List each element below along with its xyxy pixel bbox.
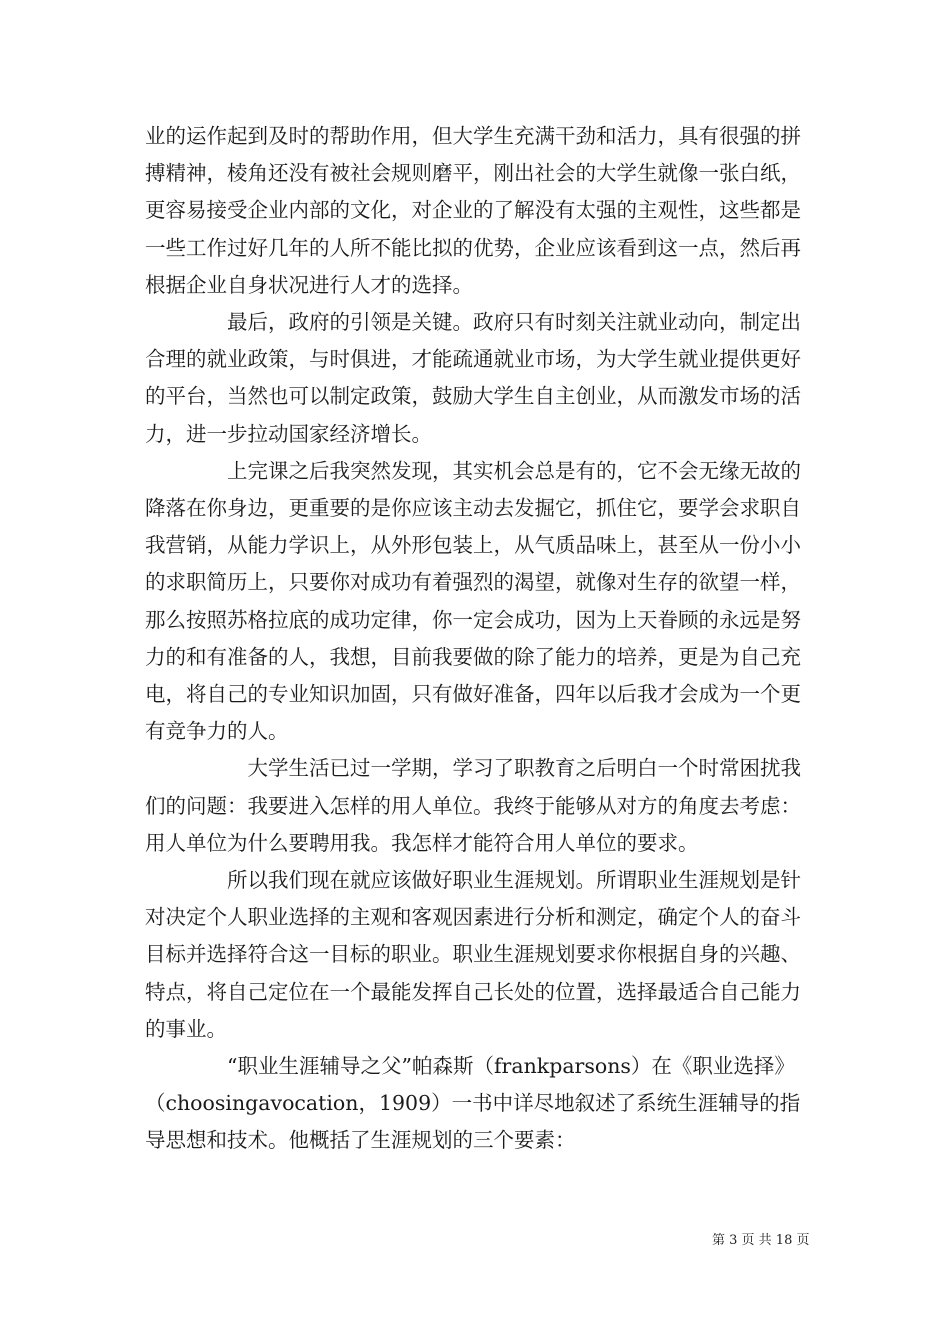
paragraph-6: “职业生涯辅导之父”帕森斯（frankparsons）在《职业选择》（choosingavocation，1909）一书中详尽地叙述了系统生涯辅导的指导思想和技术。他概括了生涯规划的三个要素： (145, 1054, 801, 1153)
paragraph-4: 大学生活已过一学期，学习了职教育之后明白一个时常困扰我们的问题：我要进入怎样的用人单位。我终于能够从对方的角度去考虑：用人单位为什么要聘用我。我怎样才能符合用人单位的要求。 (145, 756, 801, 855)
paragraph-3: 上完课之后我突然发现，其实机会总是有的，它不会无缘无故的降落在你身边，更重要的是你应该主动去发掘它，抓住它，要学会求职自我营销，从能力学识上，从外形包装上，从气质品味上，甚至从一份小小的求职简历上，只要你对成功有着强烈的渴望，就像对生存的欲望一样，那么按照苏格拉底的成功定律，你一定会成功，因为上天眷顾的永远是努力的和有准备的人，我想，目前我要做的除了能力的培养，更是为自己充电，将自己的专业知识加固，只有做好准备，四年以后我才会成为一个更有竞争力的人。 (145, 458, 801, 744)
document-body (145, 118, 810, 1160)
paragraph-5: 所以我们现在就应该做好职业生涯规划。所谓职业生涯规划是针对决定个人职业选择的主观和客观因素进行分析和测定，确定个人的奋斗目标并选择符合这一目标的职业。职业生涯规划要求你根据自身的兴趣、特点，将自己定位在一个最能发挥自己长处的位置，选择最适合自己能力的事业。 (145, 868, 801, 1041)
paragraph-1: 业的运作起到及时的帮助作用，但大学生充满干劲和活力，具有很强的拼搏精神，棱角还没有被社会规则磨平，刚出社会的大学生就像一张白纸，更容易接受企业内部的文化，对企业的了解没有太强的主观性，这些都是一些工作过好几年的人所不能比拟的优势，企业应该看到这一点，然后再根据企业自身状况进行人才的选择。 (145, 124, 801, 297)
page-number-footer: 第 3 页 共 18 页 (712, 1233, 810, 1248)
paragraph-2: 最后，政府的引领是关键。政府只有时刻关注就业动向，制定出合理的就业政策，与时俱进，才能疏通就业市场，为大学生就业提供更好的平台，当然也可以制定政策，鼓励大学生自主创业，从而激发市场的活力，进一步拉动国家经济增长。 (145, 310, 801, 446)
